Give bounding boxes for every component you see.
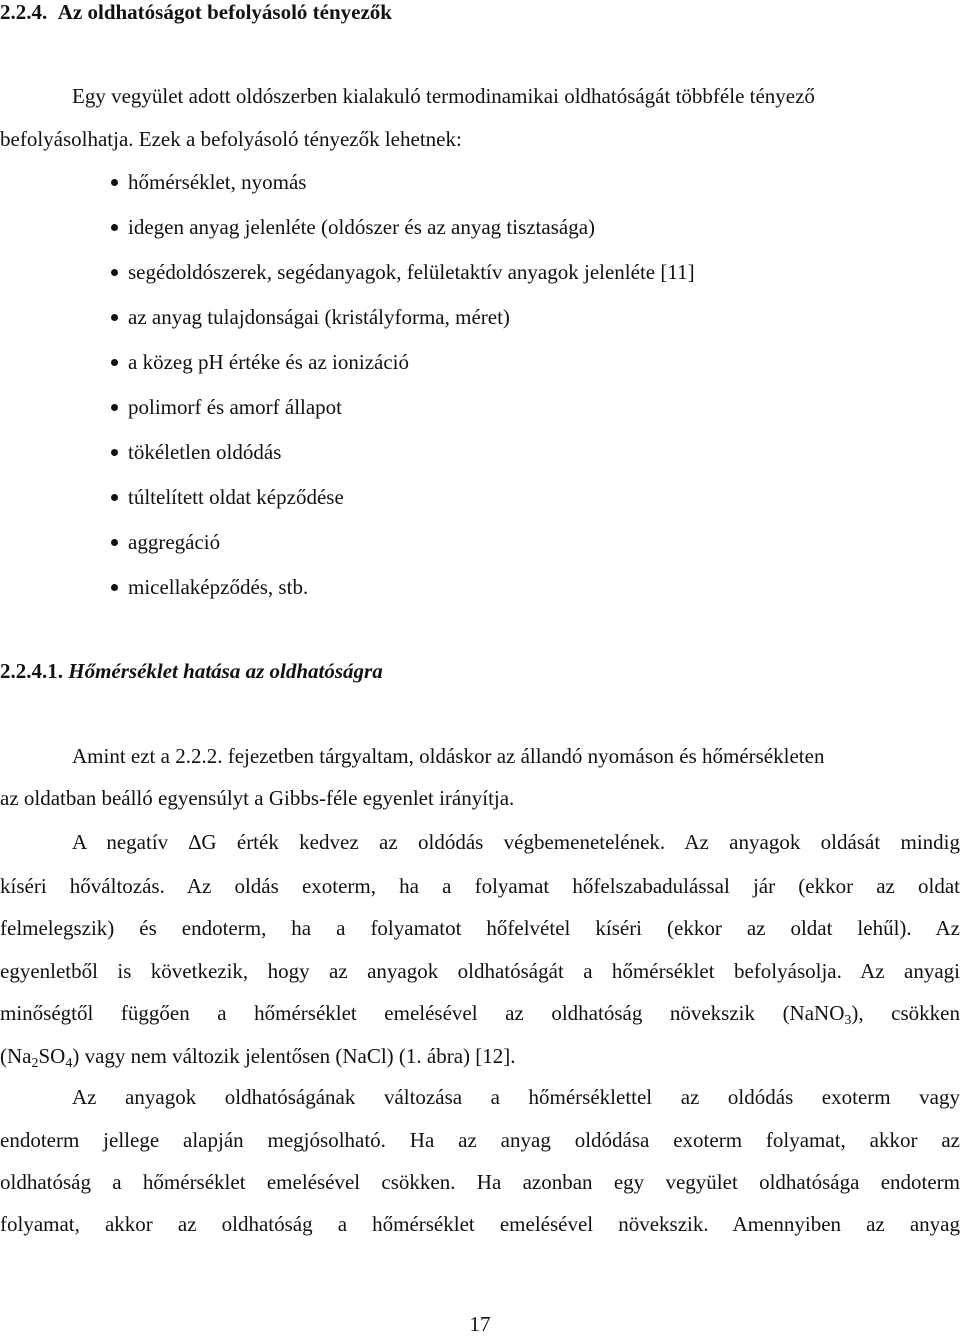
paragraph-2-line-5: minőségtől függően a hőmérséklet emelésével az oldhatóság növekszik (NaNO$_3$), csökken	[0, 1001, 960, 1028]
paragraph-3-line-4: folyamat, akkor az oldhatóság a hőmérséklet emelésével növekszik. Amennyiben az anyag	[0, 1212, 960, 1236]
intro-line-2: befolyásolhatja. Ezek a befolyásoló tényezők lehetnek:	[0, 127, 462, 151]
list-item: túltelített oldat képződése	[111, 487, 344, 508]
paragraph-1-line-2: az oldatban beálló egyensúlyt a Gibbs-féle egyenlet irányítja.	[0, 786, 515, 810]
bullet-icon	[111, 224, 118, 231]
paragraph-3-line-1: Az anyagok oldhatóságának változása a hőmérséklettel az oldódás exoterm vagy	[72, 1085, 960, 1109]
list-item: hőmérséklet, nyomás	[111, 172, 306, 193]
list-item: segédoldószerek, segédanyagok, felületaktív anyagok jelenléte [11]	[111, 262, 695, 283]
paragraph-2-line-4: egyenletből is következik, hogy az anyagok oldhatóságát a hőmérséklet befolyásolja. Az anyagi	[0, 959, 960, 983]
list-item: az anyag tulajdonságai (kristályforma, méret)	[111, 307, 510, 328]
bullet-icon	[111, 449, 118, 456]
paragraph-3-line-2: endoterm jellege alapján megjósolható. Ha az anyag oldódása exoterm folyamat, akkor az	[0, 1128, 960, 1152]
bullet-icon	[111, 584, 118, 591]
subsection-number: 2.2.4.1.	[0, 659, 63, 683]
list-item: micellaképződés, stb.	[111, 577, 308, 598]
subsection-heading	[0, 661, 383, 682]
subsection-title: Hőmérséklet hatása az oldhatóságra	[68, 659, 383, 683]
paragraph-2-line-6: $(Na_2SO_4)$ vagy nem változik jelentősen (NaCl) (1. ábra) [12].	[0, 1044, 516, 1071]
bullet-icon	[111, 539, 118, 546]
section-heading	[0, 2, 392, 23]
bullet-icon	[111, 404, 118, 411]
paragraph-1-line-1: Amint ezt a 2.2.2. fejezetben tárgyaltam, oldáskor az állandó nyomáson és hőmérsékleten	[72, 744, 825, 768]
paragraph-2-line-1: A negatív ∆G érték kedvez az oldódás végbemenetelének. Az anyagok oldását mindig	[72, 830, 960, 854]
paragraph-3-line-3: oldhatóság a hőmérséklet emelésével csökken. Ha azonban egy vegyület oldhatósága endoterm	[0, 1170, 960, 1194]
bullet-icon	[111, 494, 118, 501]
paragraph-2-line-2: kíséri hőváltozás. Az oldás exoterm, ha a folyamat hőfelszabadulással jár (ekkor az oldat	[0, 874, 960, 898]
list-item: polimorf és amorf állapot	[111, 397, 342, 418]
intro-line-1: Egy vegyület adott oldószerben kialakuló termodinamikai oldhatóságát többféle tényező	[72, 84, 815, 108]
section-number: 2.2.4.	[0, 0, 48, 24]
list-item: tökéletlen oldódás	[111, 442, 281, 463]
bullet-icon	[111, 314, 118, 321]
bullet-icon	[111, 359, 118, 366]
bullet-icon	[111, 269, 118, 276]
bullet-icon	[111, 179, 118, 186]
page-number: 17	[469, 1312, 491, 1336]
section-title: Az oldhatóságot befolyásoló tényezők	[57, 0, 392, 24]
list-item: aggregáció	[111, 532, 220, 553]
list-item: idegen anyag jelenléte (oldószer és az anyag tisztasága)	[111, 217, 595, 238]
paragraph-2-line-3: felmelegszik) és endoterm, ha a folyamatot hőfelvétel kíséri (ekkor az oldat lehűl). Az	[0, 916, 960, 940]
list-item: a közeg pH értéke és az ionizáció	[111, 352, 409, 373]
